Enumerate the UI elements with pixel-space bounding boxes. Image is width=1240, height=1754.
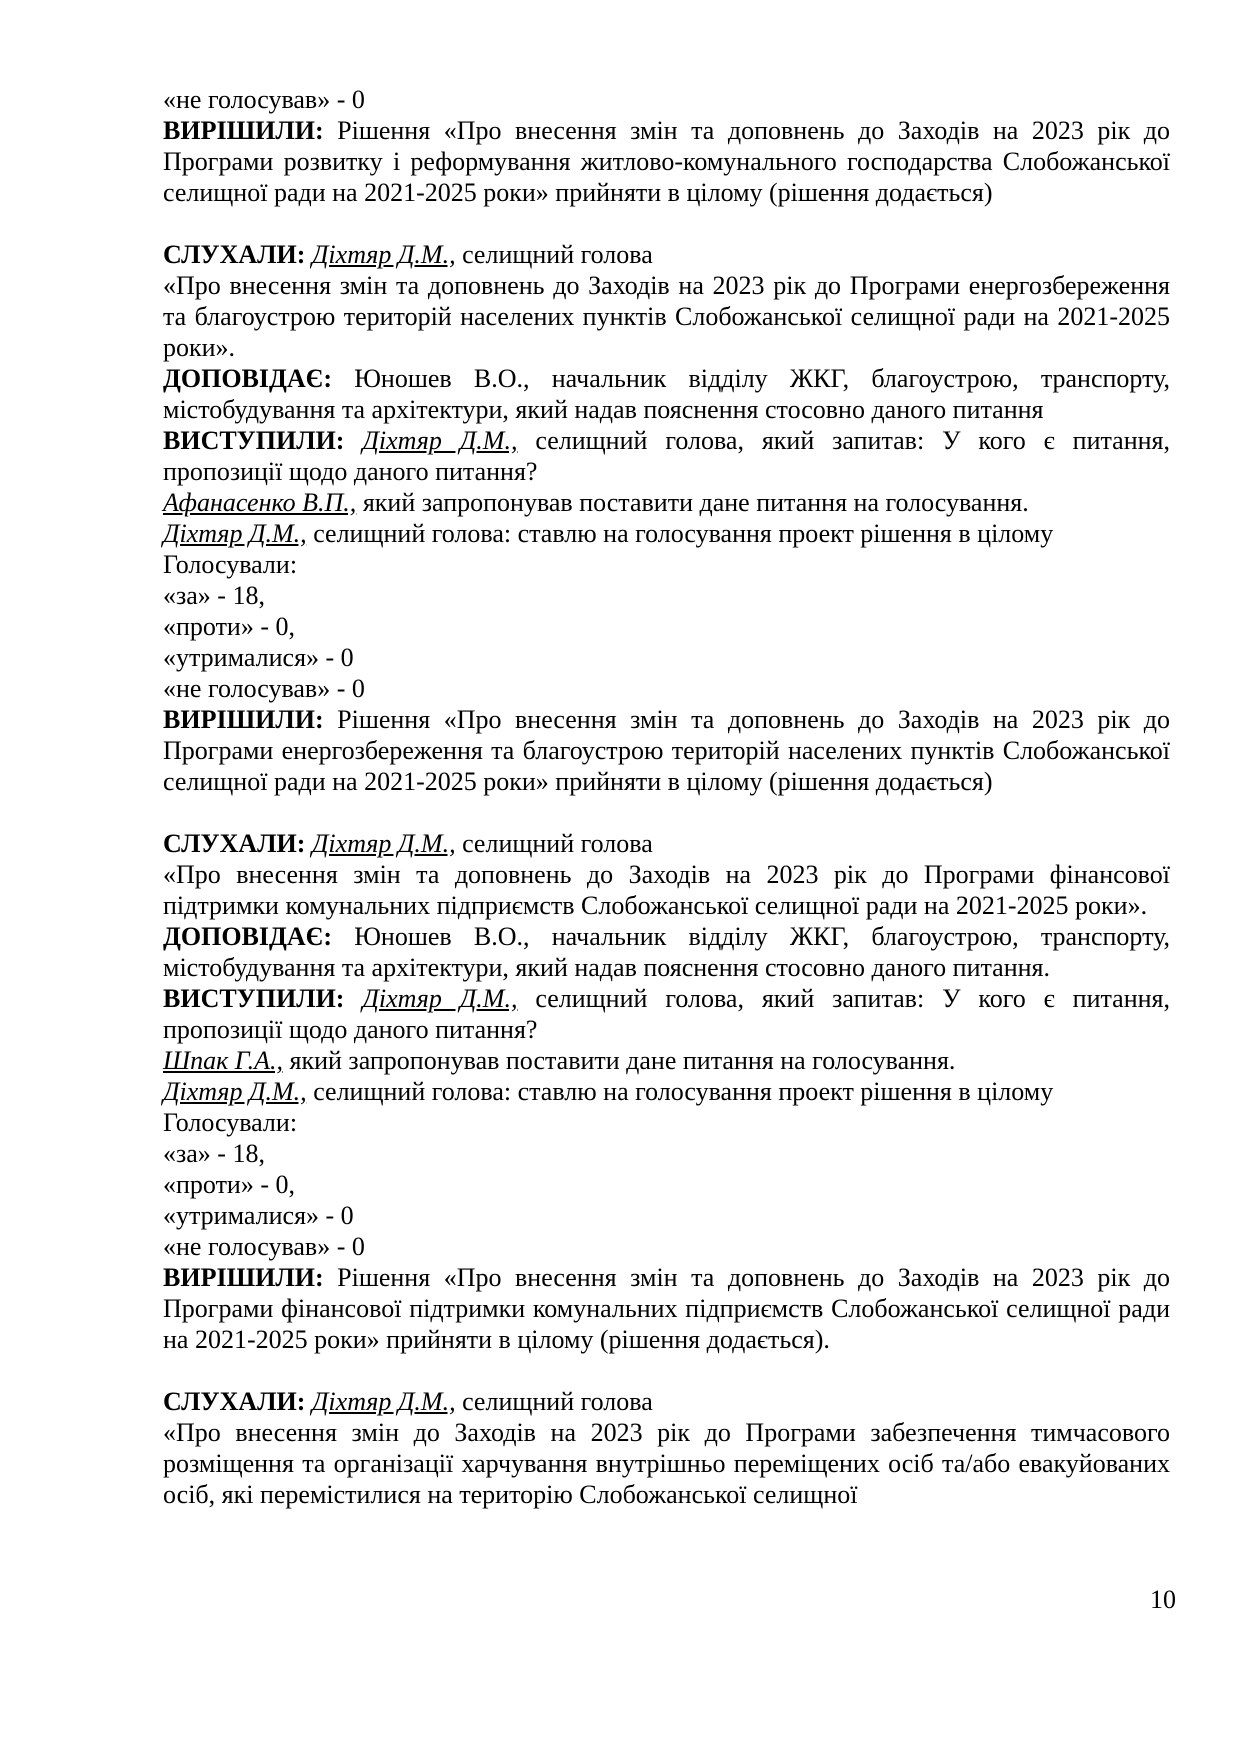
voted-heading: Голосували: [163, 1108, 298, 1137]
agenda-topic: «Про внесення змін та доповнень до Заходів на 2023 рік до Програми фінансової підтримки комунальних підприємств Слобожанської селищної ради на 2021-2025 роки». [163, 860, 1170, 920]
agenda-topic: «Про внесення змін та доповнень до Заходів на 2023 рік до Програми енергозбереження та благоустрою територій населених пунктів Слобожанської селищної ради на 2021-2025 роки». [163, 271, 1170, 362]
chair-name: Діхтяр Д.М., [163, 1077, 307, 1106]
heard-line [163, 239, 1170, 270]
speaker-role: селищний голова [455, 240, 653, 269]
vote-against: «проти» - 0, [163, 612, 296, 641]
heard-line [163, 1386, 1170, 1417]
heard-label: СЛУХАЛИ: [163, 829, 306, 858]
speakers-paragraph [163, 425, 1170, 487]
vote-for: «за» - 18, [163, 1139, 265, 1168]
decision-text: Рішення «Про внесення змін та доповнень до Заходів на 2023 рік до Програми фінансової підтримки комунальних підприємств Слобожанської селищної ради на 2021-2025 роки» прийняти в цілому (рішення додається). [163, 1263, 1170, 1354]
speaker-text: селищний голова, який запитав: У кого є питання, пропозиції щодо даного питання? [163, 426, 1171, 486]
vote-against: «проти» - 0, [163, 1170, 296, 1199]
heard-line [163, 828, 1170, 859]
speaker-role: селищний голова [455, 829, 653, 858]
chair-line [163, 518, 1170, 549]
decision-label: ВИРІШИЛИ: [163, 116, 324, 145]
proposer-name: Шпак Г.А., [163, 1046, 283, 1075]
vote-for: «за» - 18, [163, 581, 265, 610]
decision-label: ВИРІШИЛИ: [163, 705, 324, 734]
speaker-name: Діхтяр Д.М., [362, 984, 518, 1013]
report-label: ДОПОВІДАЄ: [163, 922, 332, 951]
speaker-name: Діхтяр Д.М., [311, 240, 456, 269]
decision-paragraph [163, 1262, 1170, 1355]
proposer-text: який запропонував поставити дане питання на голосування. [356, 488, 1029, 517]
report-paragraph [163, 363, 1170, 425]
agenda-topic: «Про внесення змін до Заходів на 2023 рік до Програми забезпечення тимчасового розміщення та організації харчування внутрішньо переміщених осіб та/або евакуйованих осіб, які перемістилися на територію Слобожанської селищної [163, 1418, 1170, 1509]
speakers-label: ВИСТУПИЛИ: [163, 984, 345, 1013]
chair-line [163, 1076, 1170, 1107]
speaker-name: Діхтяр Д.М., [311, 829, 456, 858]
heard-label: СЛУХАЛИ: [163, 1387, 306, 1416]
speaker-text: селищний голова, який запитав: У кого є питання, пропозиції щодо даного питання? [163, 984, 1171, 1044]
speakers-label: ВИСТУПИЛИ: [163, 426, 345, 455]
speakers-paragraph [163, 983, 1170, 1045]
chair-text: селищний голова: ставлю на голосування проект рішення в цілому [306, 519, 1054, 548]
report-text: Юношев В.О., начальник відділу ЖКГ, благоустрою, транспорту, містобудування та архітектури, який надав пояснення стосовно даного питання. [163, 922, 1170, 982]
chair-name: Діхтяр Д.М., [163, 519, 307, 548]
decision-text: Рішення «Про внесення змін та доповнень до Заходів на 2023 рік до Програми розвитку і реформування житлово-комунального господарства Слобожанської селищної ради на 2021-2025 роки» прийняти в цілому (рішення додається) [163, 116, 1170, 207]
speaker-name: Діхтяр Д.М., [362, 426, 518, 455]
page-number: 10 [1150, 1585, 1176, 1614]
vote-not-voted: «не голосував» - 0 [163, 1232, 365, 1261]
chair-text: селищний голова: ставлю на голосування проект рішення в цілому [306, 1077, 1054, 1106]
report-paragraph [163, 921, 1170, 983]
proposal-line [163, 1045, 1170, 1076]
vote-abstain: «утрималися» - 0 [163, 643, 354, 672]
proposer-text: який запропонував поставити дане питання на голосування. [283, 1046, 956, 1075]
vote-not-voted: «не голосував» - 0 [163, 85, 365, 114]
report-text: Юношев В.О., начальник відділу ЖКГ, благоустрою, транспорту, містобудування та архітектури, який надав пояснення стосовно даного питання [163, 364, 1170, 424]
proposal-line [163, 487, 1170, 518]
report-label: ДОПОВІДАЄ: [163, 364, 332, 393]
voted-heading: Голосували: [163, 550, 298, 579]
proposer-name: Афанасенко В.П., [163, 488, 357, 517]
decision-text: Рішення «Про внесення змін та доповнень до Заходів на 2023 рік до Програми енергозбереження та благоустрою територій населених пунктів Слобожанської селищної ради на 2021-2025 роки» прийняти в цілому (рішення додається) [163, 705, 1170, 796]
document-page [163, 84, 1170, 1510]
decision-label: ВИРІШИЛИ: [163, 1263, 324, 1292]
speaker-role: селищний голова [455, 1387, 653, 1416]
decision-paragraph [163, 704, 1170, 797]
decision-paragraph [163, 115, 1170, 208]
speaker-name: Діхтяр Д.М., [311, 1387, 456, 1416]
vote-abstain: «утрималися» - 0 [163, 1201, 354, 1230]
heard-label: СЛУХАЛИ: [163, 240, 306, 269]
vote-not-voted: «не голосував» - 0 [163, 674, 365, 703]
